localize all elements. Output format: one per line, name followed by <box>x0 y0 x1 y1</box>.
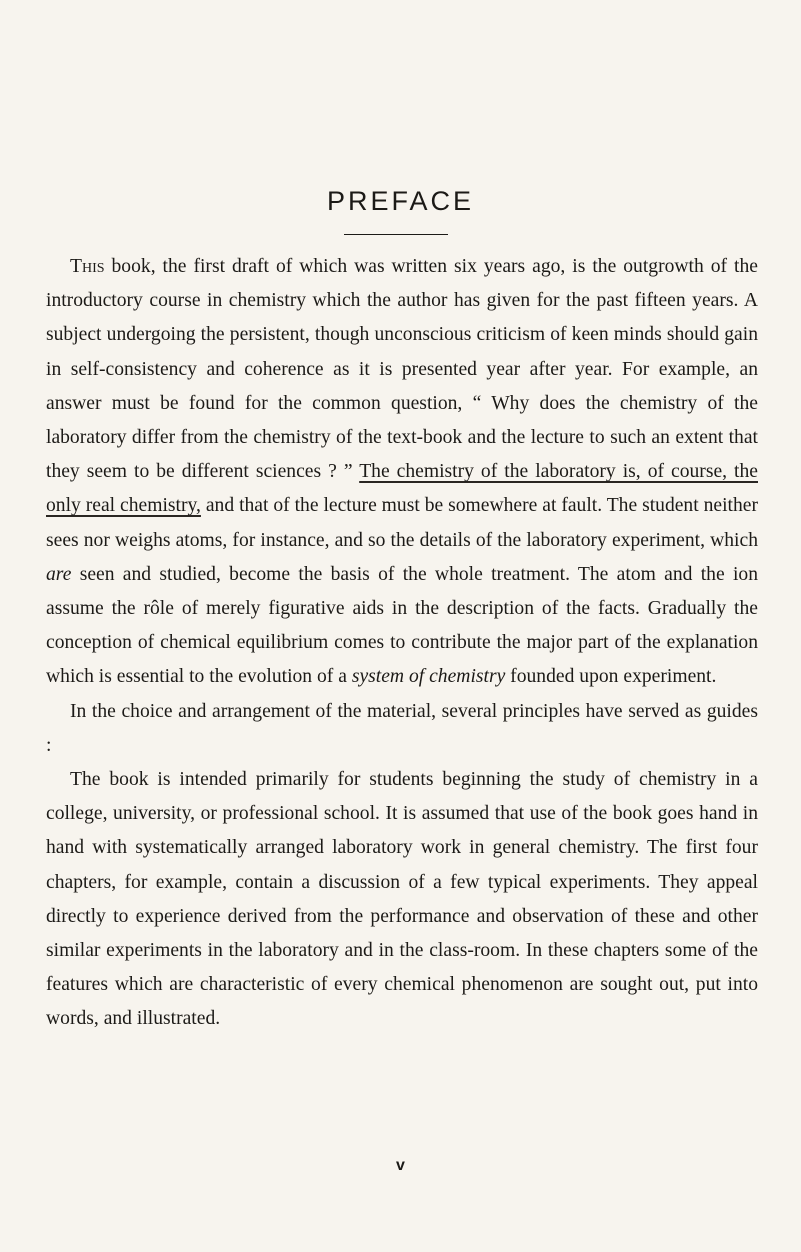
italic-system: system of chemistry <box>351 666 506 688</box>
italic-are: are <box>46 563 72 585</box>
underlined-passage: The chemistry of the laboratory is, of course, the only real chemistry, <box>46 461 758 517</box>
preface-body <box>46 250 758 1037</box>
p1-text-c: seen and studied, become the basis of the whole treatment. The atom and the ion assume the rôle of merely figurative aids in the description of the facts. Gradually the conception of chemical equilibrium comes to contribute the major part of the explanation which is essential to the evolution of a <box>46 563 758 688</box>
paragraph-1 <box>46 250 758 695</box>
lead-word: This <box>70 256 105 277</box>
page-number: v <box>396 1157 405 1174</box>
page-title: PREFACE <box>326 186 475 217</box>
title-rule <box>344 234 448 235</box>
p1-text-a: book, the first draft of which was written six years ago, is the outgrowth of the introductory course in chemistry which the author has given for the past fifteen years. A subject undergoing the persistent, though unconscious criticism of keen minds should gain in self-consistency and coherence as it is presented year after year. For example, an answer must be found for the common question, “ Why does the chemistry of the laboratory differ from the chemistry of the text-book and the lecture to such an extent that they seem to be different sciences ? ” <box>46 256 758 483</box>
paragraph-3: The book is intended primarily for students beginning the study of chemistry in a college, university, or professional school. It is assumed that use of the book goes hand in hand with systematically arranged laboratory work in general chemistry. The first four chapters, for example, contain a discussion of a few typical experiments. They appeal directly to experience derived from the performance and observation of these and other similar experiments in the laboratory and in the class-room. In these chapters some of the features which are characteristic of every chemical phenomenon are sought out, put into words, and illustrated. <box>46 769 758 1030</box>
paragraph-2: In the choice and arrangement of the material, several principles have served as guides : <box>46 700 758 756</box>
p1-text-d: founded upon experiment. <box>505 666 717 688</box>
p1-text-b: and that of the lecture must be somewhere at fault. The student neither sees nor weighs atoms, for instance, and so the details of the laboratory experiment, which <box>46 495 758 551</box>
